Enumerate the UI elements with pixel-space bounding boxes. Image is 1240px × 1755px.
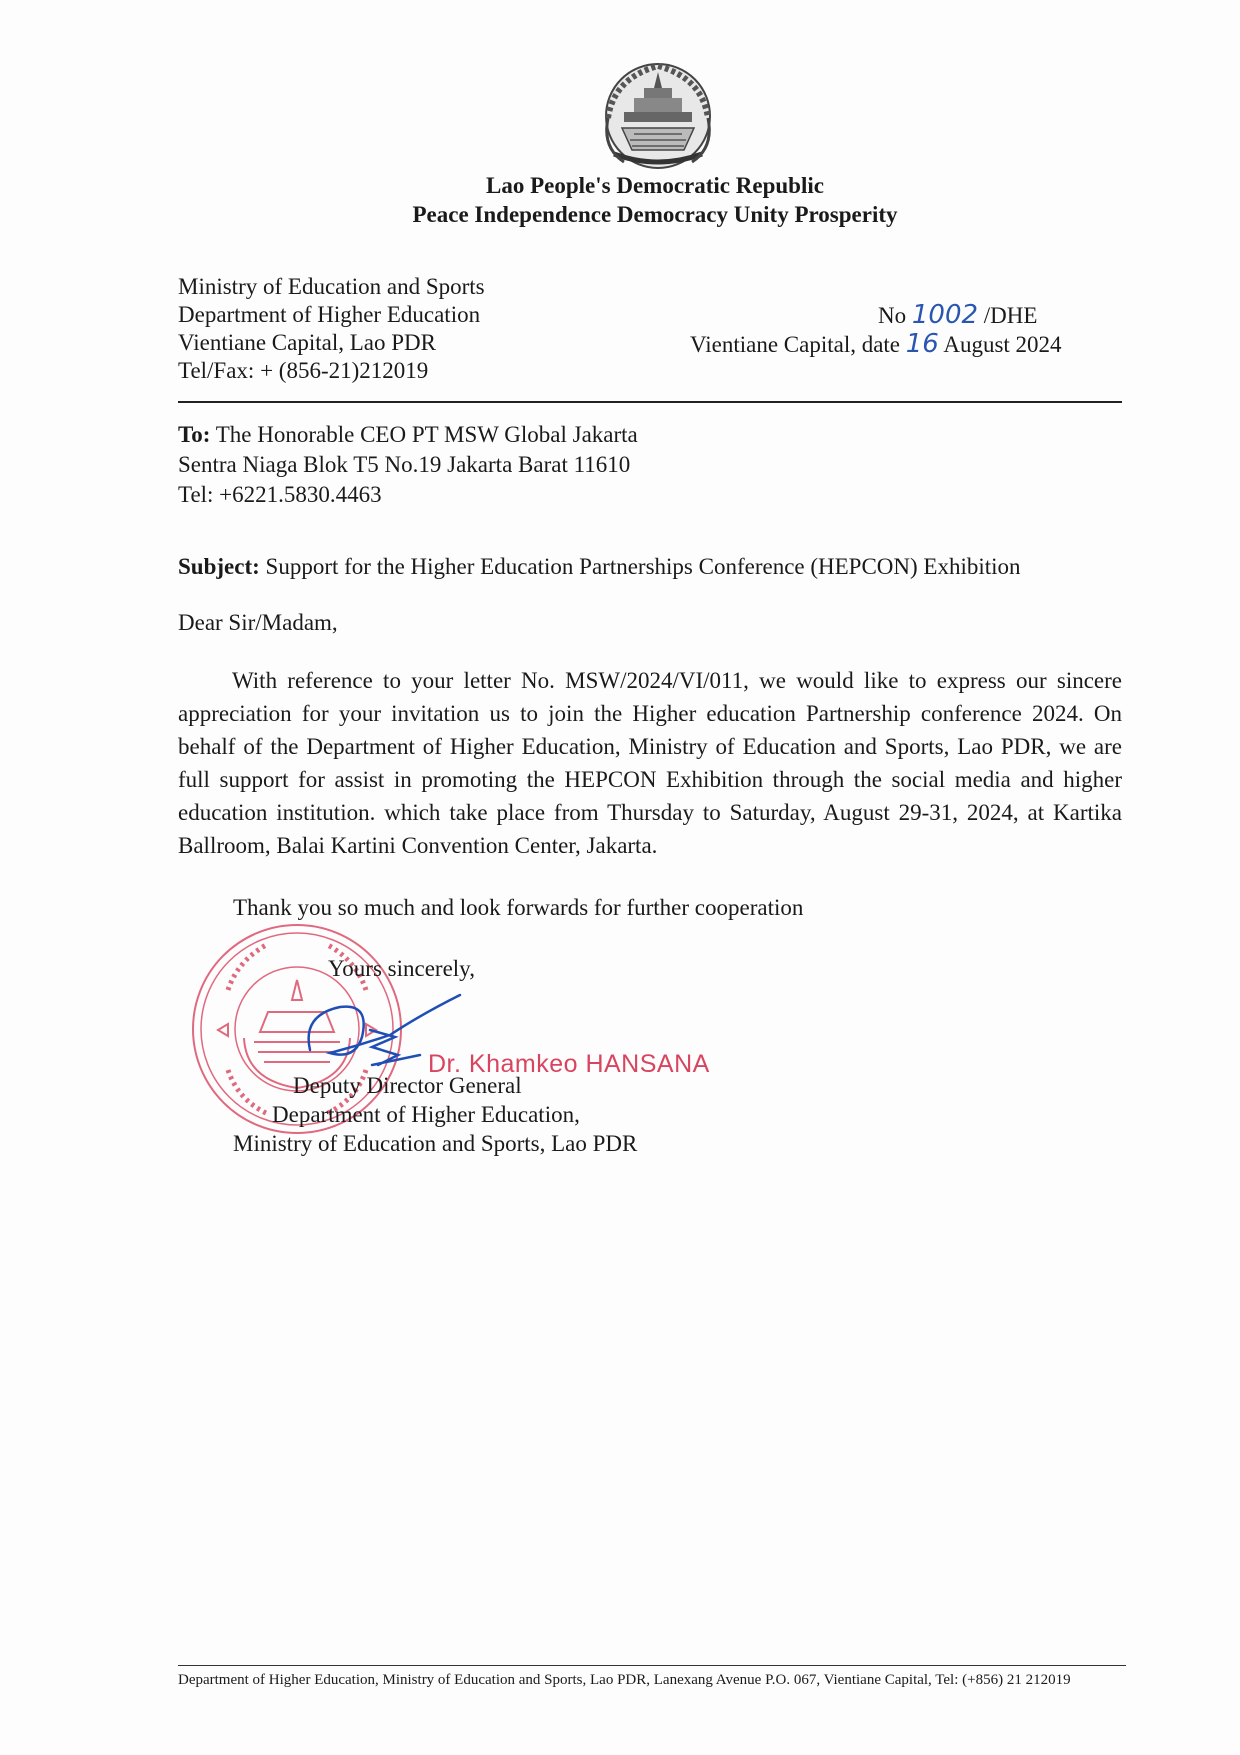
salutation: Dear Sir/Madam, (178, 610, 338, 635)
letterhead-country: Lao People's Democratic Republic (486, 173, 824, 198)
closing-line: Yours sincerely, (328, 956, 475, 981)
sender-city: Vientiane Capital, Lao PDR (178, 330, 436, 355)
reference-date-rest: August 2024 (943, 332, 1062, 357)
national-emblem-icon (594, 58, 722, 174)
signatory-department: Department of Higher Education, (272, 1102, 580, 1127)
recipient-tel: Tel: +6221.5830.4463 (178, 482, 382, 507)
signatory-title: Deputy Director General (293, 1073, 522, 1098)
reference-no-handwritten: 1002 (911, 300, 979, 330)
letter-body: With reference to your letter No. MSW/2024/VI/011, we would like to express our sincere appreciation for your invitation us to join the Higher education Partnership conference 2024. On behalf of the Department of Higher Education, Ministry of Education and Sports, Lao PDR, we are full support for assist in promoting the HEPCON Exhibition through the social media and higher education institution. which take place from Thursday to Saturday, August 29-31, 2024, at Kartika Ballroom, Balai Kartini Convention Center, Jakarta. (178, 668, 1122, 858)
footer-address: Department of Higher Education, Ministry of Education and Sports, Lao PDR, Lanexang Avenue P.O. 067, Vientiane Capital, Tel: (+856) 21 212019 (178, 1672, 1071, 1688)
letterhead-motto: Peace Independence Democracy Unity Prosperity (412, 202, 898, 227)
sender-department: Department of Higher Education (178, 302, 481, 327)
reference-no-suffix: /DHE (983, 303, 1038, 328)
reference-date-label: Vientiane Capital, date (690, 332, 901, 357)
recipient-address: Sentra Niaga Blok T5 No.19 Jakarta Barat 11610 (178, 452, 631, 477)
footer-divider (178, 1665, 1126, 1666)
signatory-name-stamp: Dr. Khamkeo HANSANA (428, 1050, 710, 1078)
subject-text: Support for the Higher Education Partnerships Conference (HEPCON) Exhibition (265, 554, 1021, 579)
recipient-name: The Honorable CEO PT MSW Global Jakarta (215, 422, 638, 447)
recipient-to-label: To: (178, 422, 211, 447)
reference-number (878, 300, 1037, 330)
header-divider (178, 401, 1122, 403)
reference-date (690, 329, 1062, 359)
reference-date-day: 16 (905, 329, 939, 359)
reference-no-label: No (878, 303, 907, 328)
sender-telfax: Tel/Fax: + (856-21)212019 (178, 358, 429, 383)
signatory-ministry: Ministry of Education and Sports, Lao PDR (233, 1131, 638, 1156)
subject-line (178, 554, 1021, 580)
subject-label: Subject: (178, 554, 260, 579)
sender-block (178, 273, 485, 385)
recipient-block (178, 420, 638, 510)
sender-ministry: Ministry of Education and Sports (178, 274, 485, 299)
thanks-line: Thank you so much and look forwards for further cooperation (233, 895, 804, 920)
